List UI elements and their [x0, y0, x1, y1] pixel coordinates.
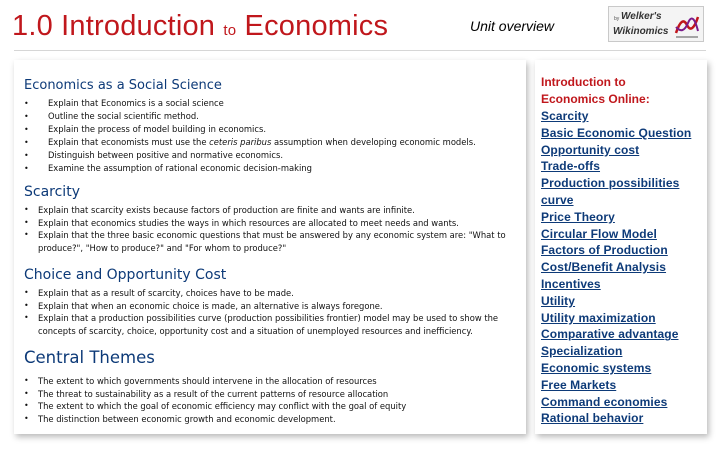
list-item: • Explain that a production possibilities curve (production possibilities frontier) model may be used to show the concepts of scarcity, choice, opportunity cost and a situation of unemployed resources and inefficiency.: [24, 313, 499, 336]
section-choice: [24, 267, 518, 337]
logo-by: by: [614, 16, 620, 22]
link-trade-offs[interactable]: Trade-offs: [541, 159, 601, 174]
sidebar-links: [541, 108, 691, 427]
online-resources-sidebar: [535, 60, 707, 434]
title-part-3: Economics: [236, 10, 389, 42]
bullet-icon: •: [24, 388, 29, 398]
list-item: • The distinction between economic growth and economic development.: [24, 413, 336, 424]
link-utility-maximization[interactable]: Utility maximization: [541, 310, 656, 325]
link-price-theory[interactable]: Price Theory: [541, 209, 615, 224]
list-item: • Explain that the three basic economic questions that must be answered by any economic system are: "What to produce?", "How to produce?" and "For whom to produce?": [24, 230, 506, 253]
list-item: • Explain that as a result of scarcity, choices have to be made.: [24, 288, 294, 298]
title-part-1: 1.0 Introduction: [12, 10, 224, 42]
list-item: • The extent to which the goal of economic efficiency may conflict with the goal of equity: [24, 401, 407, 412]
link-factors-of-production[interactable]: Factors of Production: [541, 243, 668, 258]
title-part-2: to: [223, 22, 237, 39]
bullet-icon: •: [24, 112, 29, 121]
link-command-economies[interactable]: Command economies: [541, 394, 668, 409]
central-themes-list: [24, 375, 518, 425]
wikinomics-logo: [608, 6, 704, 42]
section-heading-choice: Choice and Opportunity Cost: [24, 267, 227, 283]
bullet-icon: •: [24, 164, 29, 173]
link-economic-systems[interactable]: Economic systems: [541, 360, 652, 375]
section-scarcity: [24, 184, 518, 254]
link-scarcity[interactable]: Scarcity: [541, 109, 589, 123]
bullet-icon: •: [24, 205, 29, 214]
bullet-icon: •: [24, 99, 29, 108]
bullet-icon: •: [24, 413, 29, 423]
link-rational-behavior[interactable]: Rational behavior: [541, 411, 644, 426]
list-item: • Explain the process of model building in economics.: [24, 124, 266, 134]
link-comparative-advantage[interactable]: Comparative advantage: [541, 327, 679, 342]
list-item: • The extent to which governments should intervene in the allocation of resources: [24, 376, 377, 386]
logo-line-1: Welker's: [621, 11, 662, 22]
bullet-icon: •: [24, 300, 29, 310]
unit-overview-panel: [14, 60, 526, 434]
link-cost-benefit-analysis[interactable]: Cost/Benefit Analysis: [541, 260, 667, 275]
logo-line-2: Wikinomics: [613, 26, 669, 37]
page-title: [12, 10, 388, 43]
bullet-icon: •: [24, 230, 29, 240]
unit-overview-label: Unit overview: [470, 18, 555, 34]
list-item: • Explain that when an economic choice is made, an alternative is always foregone.: [24, 300, 383, 311]
bullet-icon: •: [24, 125, 29, 134]
bullet-icon: •: [24, 217, 29, 227]
section-heading-scarcity: Scarcity: [24, 184, 80, 200]
section-central-themes: [24, 348, 518, 425]
social-science-list: [24, 97, 518, 175]
link-free-markets[interactable]: Free Markets: [541, 377, 617, 392]
sidebar-title: Introduction to Economics Online:: [541, 75, 650, 106]
header-divider: [14, 50, 706, 51]
bullet-icon: •: [24, 401, 29, 411]
scarcity-list: [24, 204, 518, 254]
section-social-science: [24, 78, 518, 175]
bullet-icon: •: [24, 376, 29, 385]
list-item: • Outline the social scientific method.: [24, 111, 199, 121]
list-item: • Explain that Economics is a social science: [24, 98, 224, 108]
link-specialization[interactable]: Specialization: [541, 344, 623, 359]
link-production-possibilities-curve[interactable]: curve: [541, 192, 574, 207]
list-item: • Distinguish between positive and normative economics.: [24, 150, 283, 160]
list-item: • Explain that economics studies the ways in which resources are allocated to meet needs and wants.: [24, 217, 459, 228]
bullet-icon: •: [24, 313, 29, 323]
link-circular-flow-model[interactable]: Circular Flow Model: [541, 226, 657, 241]
bullet-icon: •: [24, 151, 29, 160]
choice-list: [24, 287, 518, 337]
link-basic-economic-question[interactable]: Basic Economic Question: [541, 125, 692, 140]
link-opportunity-cost[interactable]: Opportunity cost: [541, 142, 640, 157]
link-incentives[interactable]: Incentives: [541, 276, 601, 291]
section-heading-social-science: Economics as a Social Science: [24, 78, 222, 93]
section-heading-central-themes: Central Themes: [24, 348, 155, 367]
list-item: • Explain that scarcity exists because factors of production are finite and wants are infinite.: [24, 205, 415, 215]
list-item: • The threat to sustainability as a result of the current patterns of resource allocation: [24, 388, 389, 399]
list-item: • Examine the assumption of rational economic decision-making: [24, 163, 312, 173]
link-production-possibilities[interactable]: Production possibilities: [541, 176, 680, 191]
link-utility[interactable]: Utility: [541, 293, 576, 308]
list-item: • Explain that economists must use the ceteris paribus assumption when developing economic models.: [24, 137, 476, 147]
bullet-icon: •: [24, 288, 29, 297]
bullet-icon: •: [24, 138, 29, 147]
logo-graph-icon: [674, 11, 700, 39]
